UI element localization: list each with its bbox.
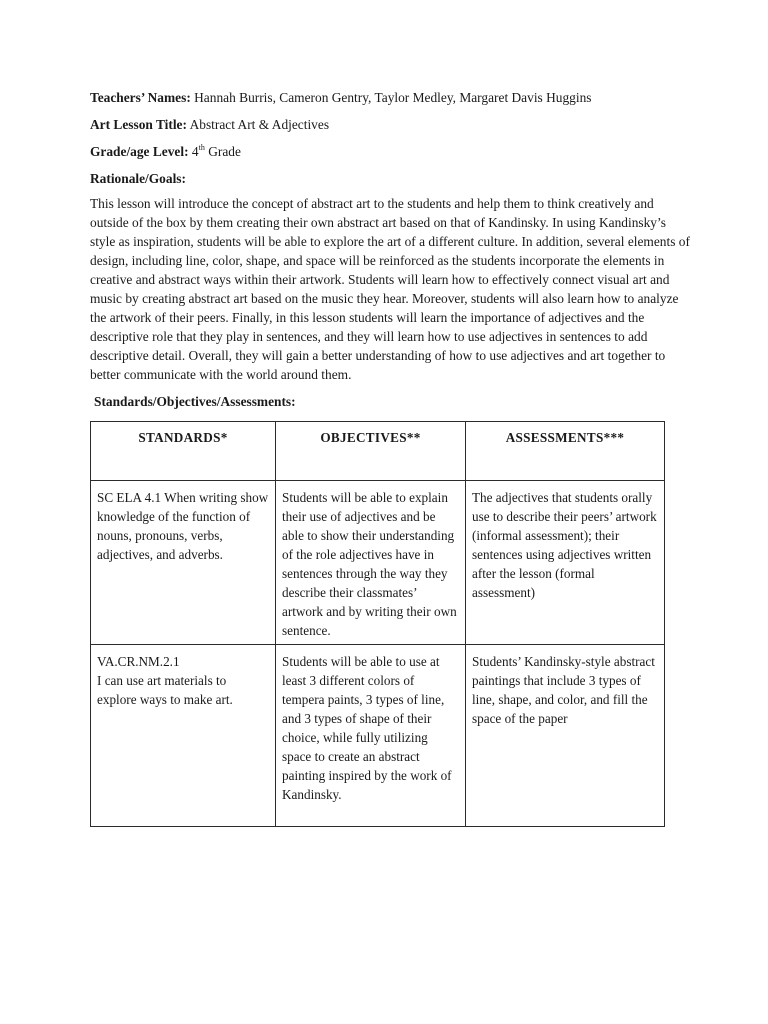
standards-table <box>90 421 665 827</box>
standard-cell <box>91 645 276 827</box>
grade-suffix: th <box>198 143 205 152</box>
column-header-assessments: ASSESSMENTS*** <box>466 422 665 481</box>
lesson-plan-page <box>90 88 690 411</box>
assessment-cell: Students’ Kandinsky-style abstract paintings that include 3 types of line, shape, and color, and fill the space of the paper <box>466 645 665 827</box>
teachers-names-line <box>90 88 690 107</box>
teachers-names-value: Hannah Burris, Cameron Gentry, Taylor Medley, Margaret Davis Huggins <box>194 90 592 105</box>
lesson-title-value: Abstract Art & Adjectives <box>189 117 330 132</box>
lesson-title-line <box>90 115 690 134</box>
column-header-objectives: OBJECTIVES** <box>276 422 466 481</box>
standard-text: SC ELA 4.1 When writing show knowledge of the function of nouns, pronouns, verbs, adjectives, and adverbs. <box>97 490 269 562</box>
grade-level-line <box>90 142 690 161</box>
standard-text: I can use art materials to explore ways to make art. <box>97 673 233 707</box>
objective-cell: Students will be able to use at least 3 different colors of tempera paints, 3 types of line, and 3 types of shape of their choice, while fully utilizing space to create an abstract painting inspired by the work of Kandinsky. <box>276 645 466 827</box>
teachers-names-label: Teachers’ Names: <box>90 90 191 105</box>
table-row <box>91 481 665 645</box>
lesson-title-label: Art Lesson Title: <box>90 117 187 132</box>
rationale-paragraph: This lesson will introduce the concept of abstract art to the students and help them to think creatively and outside of the box by them creating their own abstract art based on that of Kandinsky. In using Kandinsky’s style as inspiration, students will be able to explore the art of a different culture. In addition, several elements of design, including line, color, shape, and space will be reinforced as the students incorporate the elements in creative and abstract ways within their artwork. Students will learn how to effectively connect visual art and music by creating abstract art based on the music they hear. Moreover, students will also learn how to analyze the artwork of their peers. Finally, in this lesson students will learn the importance of adjectives and the descriptive role that they play in sentences, and they will learn how to use adjectives in sentences to add descriptive detail. Overall, they will gain a better understanding of how to use adjectives and art together to better communicate with the world around them. <box>90 196 690 382</box>
rationale-heading: Rationale/Goals: <box>90 171 186 186</box>
standard-code: VA.CR.NM.2.1 <box>97 654 180 669</box>
standards-heading: Standards/Objectives/Assessments: <box>94 394 296 409</box>
column-header-standards: STANDARDS* <box>91 422 276 481</box>
grade-word: Grade <box>208 144 241 159</box>
objective-cell: Students will be able to explain their use of adjectives and be able to show their understanding of the role adjectives have in sentences through the way they describe their classmates’ artwork and by writing their own sentence. <box>276 481 466 645</box>
standard-cell <box>91 481 276 645</box>
grade-level-label: Grade/age Level: <box>90 144 189 159</box>
grade-number: 4 <box>191 144 199 159</box>
table-row <box>91 645 665 827</box>
assessment-cell: The adjectives that students orally use to describe their peers’ artwork (informal assessment); their sentences using adjectives written after the lesson (formal assessment) <box>466 481 665 645</box>
table-header-row <box>91 422 665 481</box>
